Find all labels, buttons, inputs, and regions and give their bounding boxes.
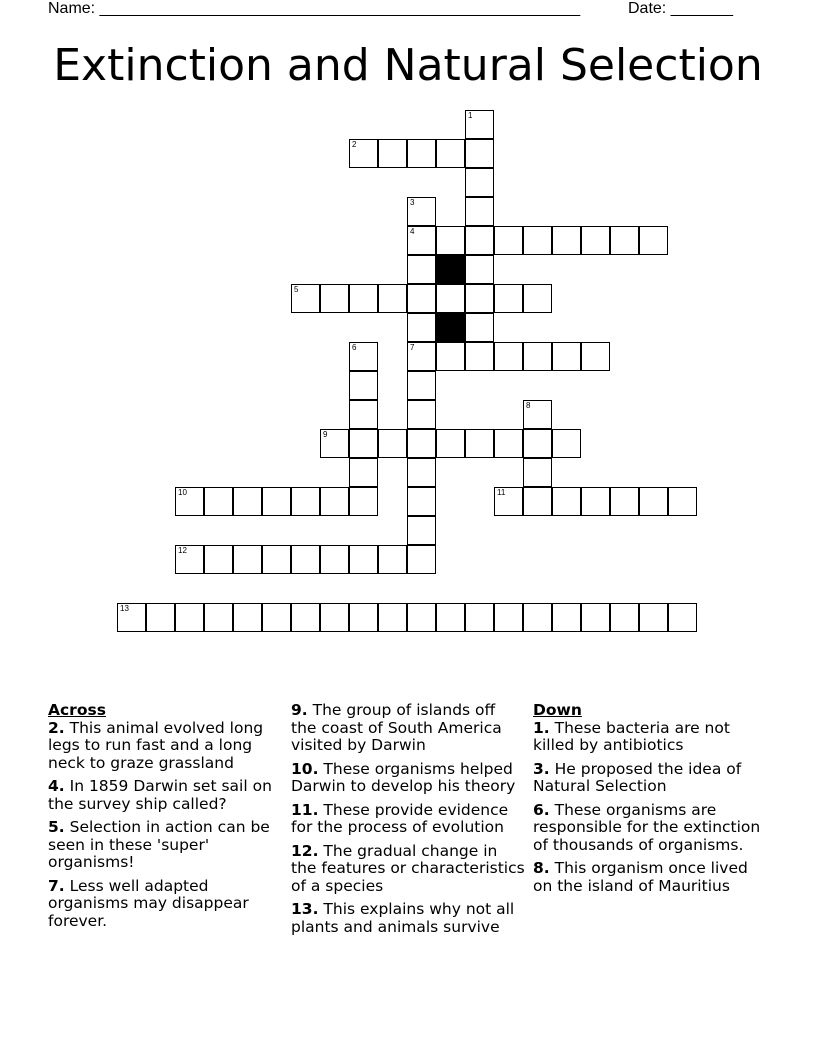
- crossword-cell[interactable]: [494, 603, 523, 632]
- crossword-cell[interactable]: [523, 429, 552, 458]
- crossword-cell[interactable]: [465, 284, 494, 313]
- crossword-cell[interactable]: [233, 603, 262, 632]
- crossword-cell[interactable]: [146, 603, 175, 632]
- crossword-cell[interactable]: [175, 545, 204, 574]
- crossword-cell[interactable]: [465, 168, 494, 197]
- crossword-cell[interactable]: [465, 110, 494, 139]
- crossword-cell[interactable]: [175, 487, 204, 516]
- clue-across-4: [48, 778, 280, 813]
- crossword-cell[interactable]: [523, 284, 552, 313]
- crossword-cell[interactable]: [407, 226, 436, 255]
- crossword-cell[interactable]: [378, 603, 407, 632]
- crossword-cell[interactable]: [436, 603, 465, 632]
- crossword-cell[interactable]: [204, 603, 233, 632]
- crossword-cell[interactable]: [407, 255, 436, 284]
- date-field: Date: _______: [628, 0, 733, 17]
- crossword-cell[interactable]: [465, 255, 494, 284]
- clue-column-1: [48, 702, 280, 936]
- clue-number: 9.: [291, 701, 308, 719]
- clue-text: The group of islands off the coast of South America visited by Darwin: [291, 701, 502, 754]
- crossword-cell[interactable]: [407, 545, 436, 574]
- crossword-cell[interactable]: [407, 139, 436, 168]
- clue-number: 11.: [291, 800, 319, 819]
- crossword-cell[interactable]: [349, 400, 378, 429]
- clue-text: This animal evolved long legs to run fast and a long neck to graze grassland: [48, 718, 264, 772]
- crossword-cell[interactable]: [407, 458, 436, 487]
- crossword-cell[interactable]: [349, 487, 378, 516]
- clue-number: 12.: [291, 841, 319, 860]
- crossword-cell[interactable]: [523, 400, 552, 429]
- crossword-cell[interactable]: [349, 342, 378, 371]
- crossword-cell[interactable]: [407, 429, 436, 458]
- crossword-cell[interactable]: [494, 226, 523, 255]
- crossword-cell[interactable]: [436, 226, 465, 255]
- clue-text: He proposed the idea of Natural Selection: [533, 759, 742, 795]
- clue-across-11: [291, 802, 525, 837]
- clue-across-5: [48, 819, 280, 872]
- crossword-cell[interactable]: [349, 139, 378, 168]
- cell-number: 3: [410, 198, 415, 207]
- crossword-cell[interactable]: [465, 139, 494, 168]
- clue-text: In 1859 Darwin set sail on the survey ship called?: [48, 777, 272, 813]
- clue-number: 4.: [48, 777, 65, 795]
- cell-number: 13: [120, 604, 129, 613]
- crossword-cell[interactable]: [494, 284, 523, 313]
- cell-number: 1: [468, 111, 473, 120]
- crossword-cell[interactable]: [407, 197, 436, 226]
- crossword-cell[interactable]: [349, 429, 378, 458]
- crossword-cell[interactable]: [407, 516, 436, 545]
- clue-down-6: [533, 802, 769, 855]
- crossword-cell[interactable]: [407, 284, 436, 313]
- crossword-cell[interactable]: [523, 603, 552, 632]
- clue-number: 3.: [533, 759, 550, 778]
- across-heading: Across: [48, 701, 106, 719]
- clue-number: 1.: [533, 718, 550, 737]
- cell-number: 8: [526, 401, 531, 410]
- crossword-cell[interactable]: [378, 139, 407, 168]
- crossword-cell[interactable]: [465, 429, 494, 458]
- crossword-cell[interactable]: [465, 603, 494, 632]
- crossword-cell[interactable]: [320, 429, 349, 458]
- clue-number: 2.: [48, 718, 65, 737]
- crossword-cell[interactable]: [668, 487, 697, 516]
- clue-across-7: [48, 878, 280, 931]
- cell-number: 7: [410, 343, 415, 352]
- crossword-cell[interactable]: [581, 487, 610, 516]
- crossword-cell[interactable]: [494, 342, 523, 371]
- clue-text: These organisms are responsible for the extinction of thousands of organisms.: [533, 800, 761, 854]
- clue-text: This organism once lived on the island of Mauritius: [533, 859, 748, 895]
- clue-text: Selection in action can be seen in these 'super' organisms!: [48, 818, 270, 871]
- clue-column-2: [291, 702, 525, 942]
- crossword-cell[interactable]: [262, 487, 291, 516]
- crossword-cell[interactable]: [552, 342, 581, 371]
- crossword-cell[interactable]: [523, 342, 552, 371]
- crossword-cell[interactable]: [407, 603, 436, 632]
- clue-number: 10.: [291, 759, 319, 778]
- crossword-cell[interactable]: [233, 487, 262, 516]
- crossword-cell[interactable]: [407, 371, 436, 400]
- page-title: Extinction and Natural Selection: [53, 40, 763, 91]
- clue-text: These organisms helped Darwin to develop his theory: [291, 759, 516, 795]
- crossword-cell[interactable]: [610, 487, 639, 516]
- clue-text: The gradual change in the features or characteristics of a species: [291, 841, 525, 895]
- crossword-cell[interactable]: [204, 545, 233, 574]
- crossword-cell[interactable]: [175, 603, 204, 632]
- cell-number: 12: [178, 546, 187, 555]
- crossword-cell[interactable]: [523, 226, 552, 255]
- crossword-cell[interactable]: [494, 487, 523, 516]
- cell-number: 5: [294, 285, 299, 294]
- crossword-cell[interactable]: [320, 487, 349, 516]
- crossword-cell[interactable]: [349, 603, 378, 632]
- crossword-cell[interactable]: [581, 342, 610, 371]
- clue-down-1: [533, 720, 769, 755]
- crossword-cell[interactable]: [378, 284, 407, 313]
- crossword-cell[interactable]: [552, 487, 581, 516]
- clue-number: 8.: [533, 859, 550, 877]
- down-heading: Down: [533, 701, 582, 719]
- crossword-cell[interactable]: [639, 226, 668, 255]
- crossword-cell[interactable]: [523, 487, 552, 516]
- crossword-cell[interactable]: [378, 545, 407, 574]
- cell-number: 2: [352, 140, 357, 149]
- crossword-cell[interactable]: [465, 342, 494, 371]
- crossword-cell[interactable]: [436, 284, 465, 313]
- crossword-cell[interactable]: [349, 458, 378, 487]
- crossword-cell[interactable]: [465, 313, 494, 342]
- crossword-cell[interactable]: [610, 226, 639, 255]
- crossword-cell[interactable]: [552, 603, 581, 632]
- crossword-cell[interactable]: [610, 603, 639, 632]
- clue-text: Less well adapted organisms may disappear forever.: [48, 876, 249, 930]
- clue-across-13: [291, 901, 525, 936]
- blocked-cell: [436, 313, 465, 342]
- clue-across-2: [48, 720, 280, 773]
- crossword-cell[interactable]: [320, 545, 349, 574]
- crossword-cell[interactable]: [552, 226, 581, 255]
- crossword-cell[interactable]: [291, 545, 320, 574]
- crossword-cell[interactable]: [407, 487, 436, 516]
- clue-across-12: [291, 843, 525, 896]
- clue-column-3: [533, 702, 769, 901]
- crossword-cell[interactable]: [639, 603, 668, 632]
- name-field: Name: ______________________________________________________: [48, 0, 581, 17]
- crossword-cell[interactable]: [465, 226, 494, 255]
- crossword-cell[interactable]: [436, 429, 465, 458]
- crossword-cell[interactable]: [668, 603, 697, 632]
- crossword-cell[interactable]: [639, 487, 668, 516]
- crossword-cell[interactable]: [552, 429, 581, 458]
- crossword-cell[interactable]: [320, 603, 349, 632]
- crossword-cell[interactable]: [407, 400, 436, 429]
- blocked-cell: [436, 255, 465, 284]
- clue-text: This explains why not all plants and animals survive: [291, 900, 515, 936]
- cell-number: 4: [410, 227, 415, 236]
- clue-number: 7.: [48, 876, 65, 895]
- crossword-cell[interactable]: [320, 284, 349, 313]
- crossword-cell[interactable]: [581, 226, 610, 255]
- clue-down-3: [533, 761, 769, 796]
- crossword-cell[interactable]: [436, 139, 465, 168]
- clue-number: 6.: [533, 800, 550, 819]
- clue-number: 5.: [48, 818, 65, 836]
- crossword-cell[interactable]: [465, 197, 494, 226]
- crossword-cell[interactable]: [436, 342, 465, 371]
- crossword-cell[interactable]: [349, 284, 378, 313]
- crossword-cell[interactable]: [291, 603, 320, 632]
- cell-number: 11: [497, 488, 506, 497]
- crossword-cell[interactable]: [204, 487, 233, 516]
- clue-text: These bacteria are not killed by antibiotics: [533, 718, 730, 754]
- crossword-cell[interactable]: [349, 545, 378, 574]
- crossword-cell[interactable]: [523, 458, 552, 487]
- crossword-cell[interactable]: [117, 603, 146, 632]
- cell-number: 9: [323, 430, 328, 439]
- crossword-cell[interactable]: [291, 487, 320, 516]
- crossword-cell[interactable]: [407, 313, 436, 342]
- clue-number: 13.: [291, 900, 319, 918]
- crossword-cell[interactable]: [262, 603, 291, 632]
- crossword-cell[interactable]: [291, 284, 320, 313]
- crossword-cell[interactable]: [233, 545, 262, 574]
- crossword-cell[interactable]: [407, 342, 436, 371]
- clue-down-8: [533, 860, 769, 895]
- clue-text: These provide evidence for the process of evolution: [291, 800, 509, 836]
- crossword-cell[interactable]: [581, 603, 610, 632]
- clue-across-10: [291, 761, 525, 796]
- crossword-cell[interactable]: [349, 371, 378, 400]
- crossword-cell[interactable]: [494, 429, 523, 458]
- crossword-cell[interactable]: [378, 429, 407, 458]
- clue-across-9: [291, 702, 525, 755]
- cell-number: 10: [178, 488, 187, 497]
- cell-number: 6: [352, 343, 357, 352]
- crossword-cell[interactable]: [262, 545, 291, 574]
